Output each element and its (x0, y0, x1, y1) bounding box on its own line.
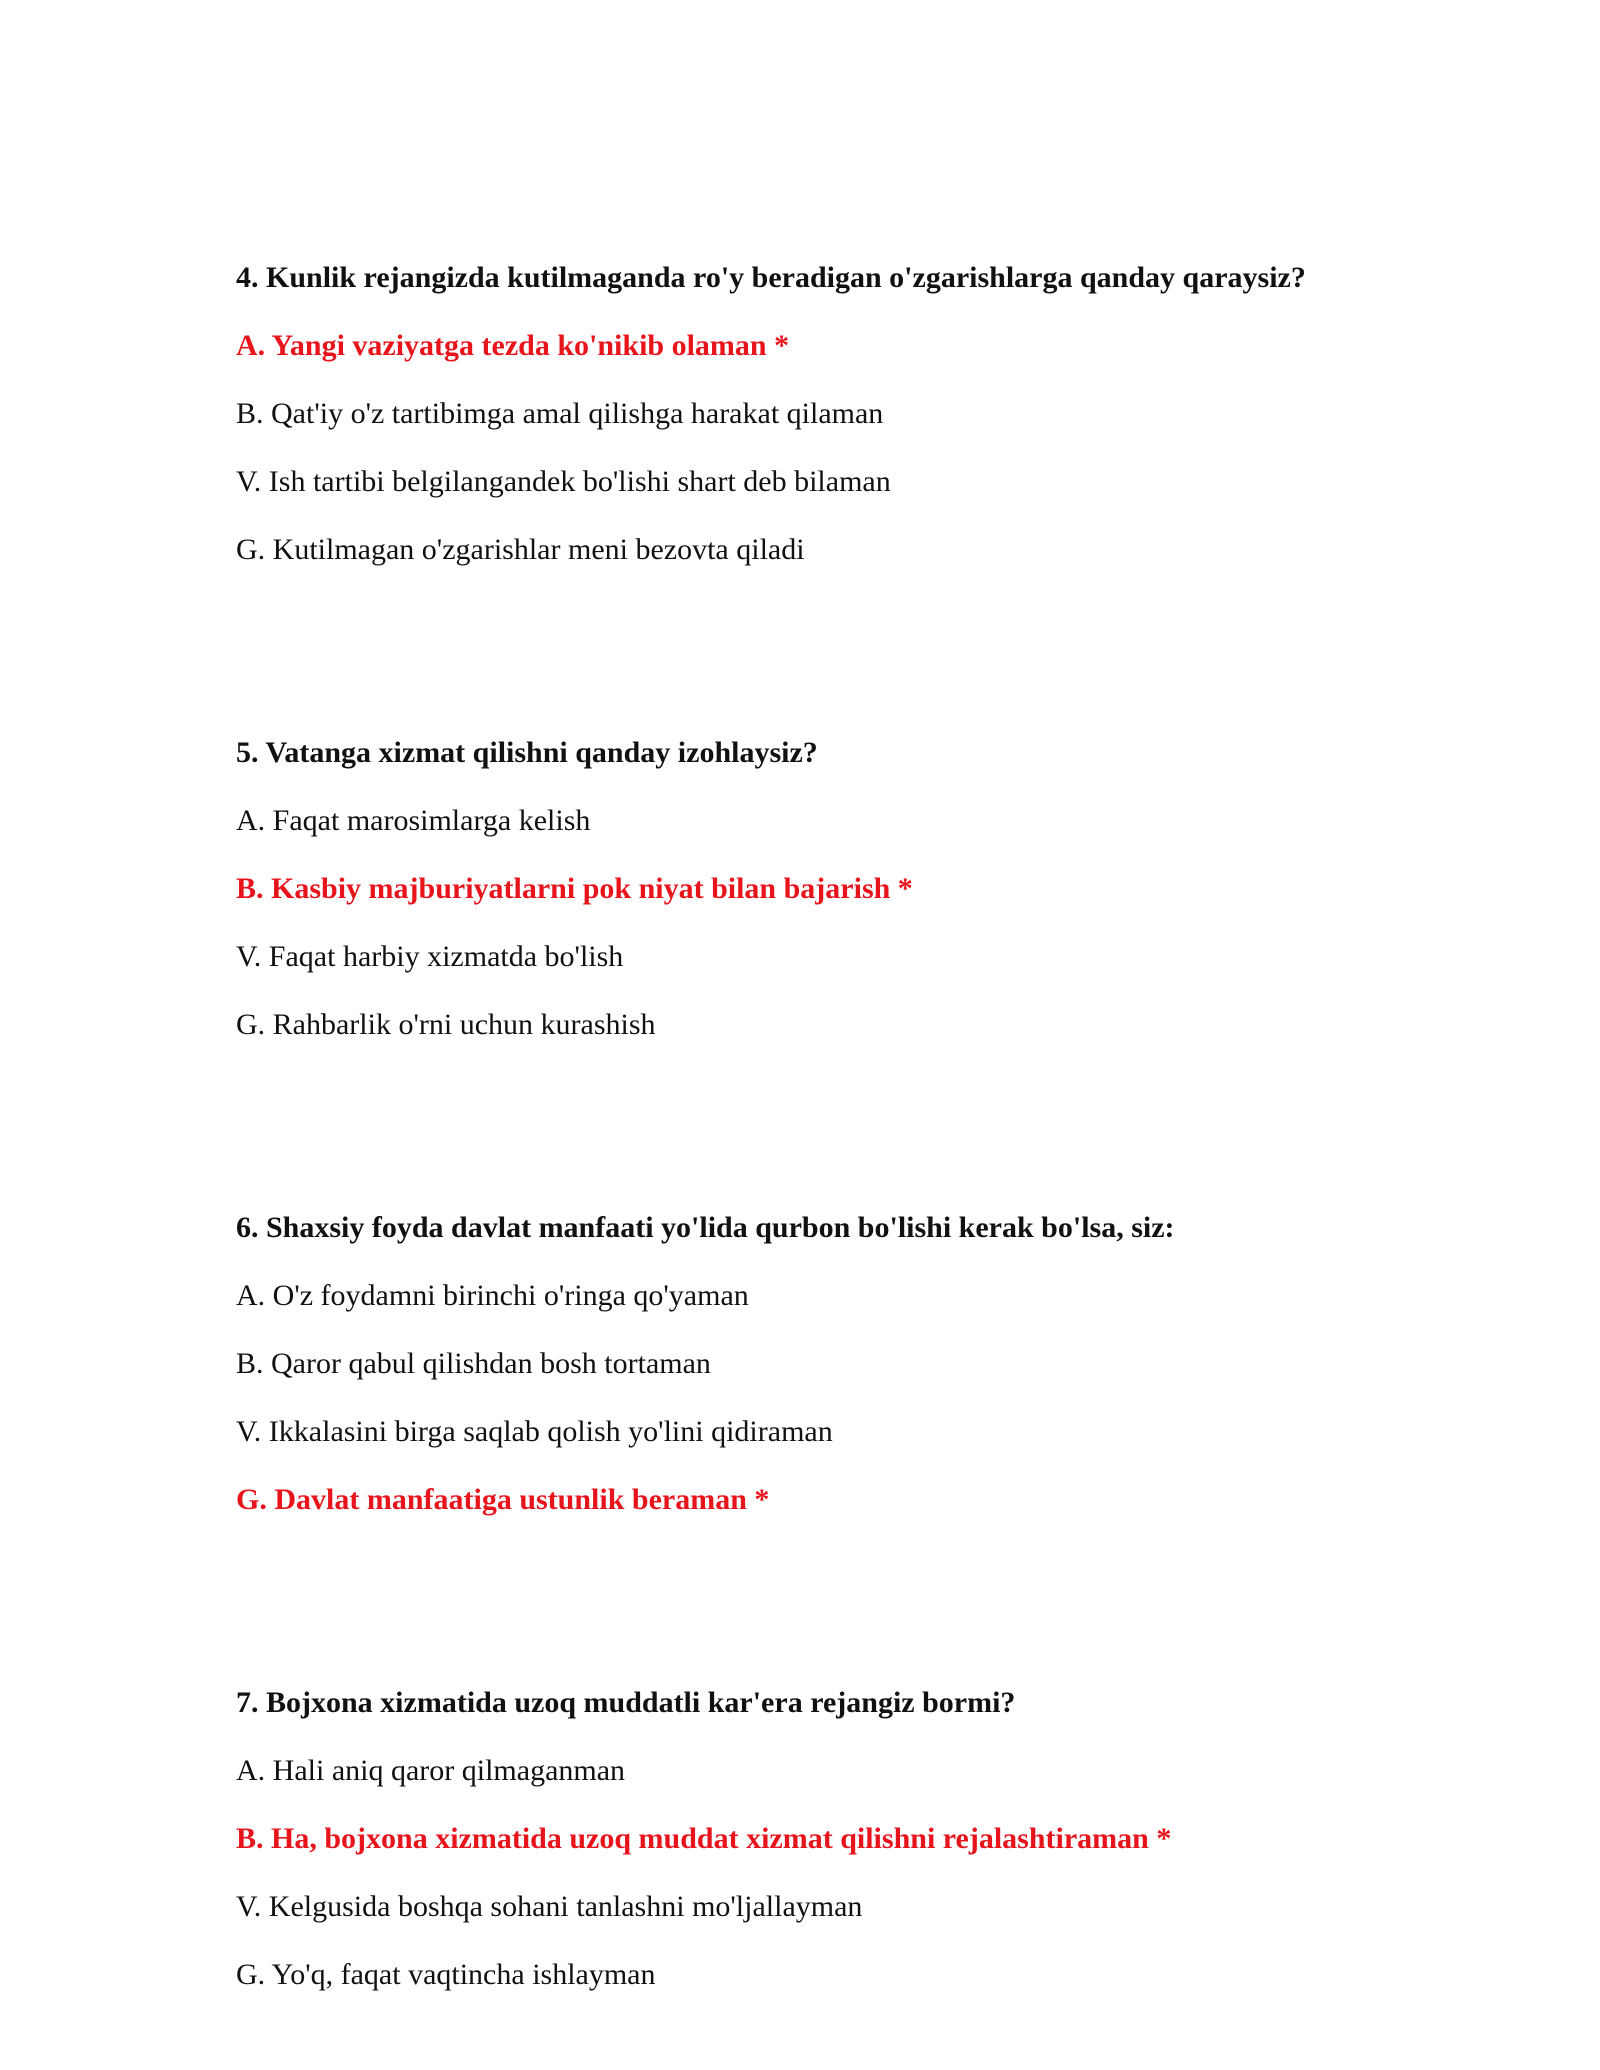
question-spacer (236, 1059, 1436, 1194)
answer-option: A. Hali aniq qaror qilmaganman (236, 1754, 626, 1787)
answer-option: A. Faqat marosimlarga kelish (236, 804, 591, 837)
quiz-content (236, 244, 1436, 2009)
answer-option: G. Davlat manfaatiga ustunlik beraman * (236, 1483, 770, 1516)
answer-option: G. Kutilmagan o'zgarishlar meni bezovta qiladi (236, 533, 805, 566)
answer-option: B. Kasbiy majburiyatlarni pok niyat bilan bajarish * (236, 872, 913, 905)
question-block-4 (236, 244, 1436, 584)
question-block-6 (236, 1194, 1436, 1534)
question-title: 7. Bojxona xizmatida uzoq muddatli kar'era rejangiz bormi? (236, 1686, 1016, 1719)
question-title: 5. Vatanga xizmat qilishni qanday izohlaysiz? (236, 736, 818, 769)
answer-option: V. Ikkalasini birga saqlab qolish yo'lini qidiraman (236, 1415, 833, 1448)
question-block-7 (236, 1669, 1436, 2009)
answer-option: V. Kelgusida boshqa sohani tanlashni mo'ljallayman (236, 1890, 863, 1923)
answer-option: B. Qat'iy o'z tartibimga amal qilishga harakat qilaman (236, 397, 884, 430)
answer-option: A. Yangi vaziyatga tezda ko'nikib olaman * (236, 329, 790, 362)
answer-option: V. Faqat harbiy xizmatda bo'lish (236, 940, 624, 973)
answer-option: V. Ish tartibi belgilangandek bo'lishi shart deb bilaman (236, 465, 891, 498)
question-spacer (236, 1534, 1436, 1669)
answer-option: A. O'z foydamni birinchi o'ringa qo'yaman (236, 1279, 749, 1312)
answer-option: B. Ha, bojxona xizmatida uzoq muddat xizmat qilishni rejalashtiraman * (236, 1822, 1172, 1855)
question-block-5 (236, 719, 1436, 1059)
answer-option: G. Yo'q, faqat vaqtincha ishlayman (236, 1958, 656, 1991)
question-title: 4. Kunlik rejangizda kutilmaganda ro'y beradigan o'zgarishlarga qanday qaraysiz? (236, 261, 1306, 294)
answer-option: G. Rahbarlik o'rni uchun kurashish (236, 1008, 656, 1041)
question-spacer (236, 584, 1436, 719)
answer-option: B. Qaror qabul qilishdan bosh tortaman (236, 1347, 711, 1380)
question-title: 6. Shaxsiy foyda davlat manfaati yo'lida qurbon bo'lishi kerak bo'lsa, siz: (236, 1211, 1175, 1244)
